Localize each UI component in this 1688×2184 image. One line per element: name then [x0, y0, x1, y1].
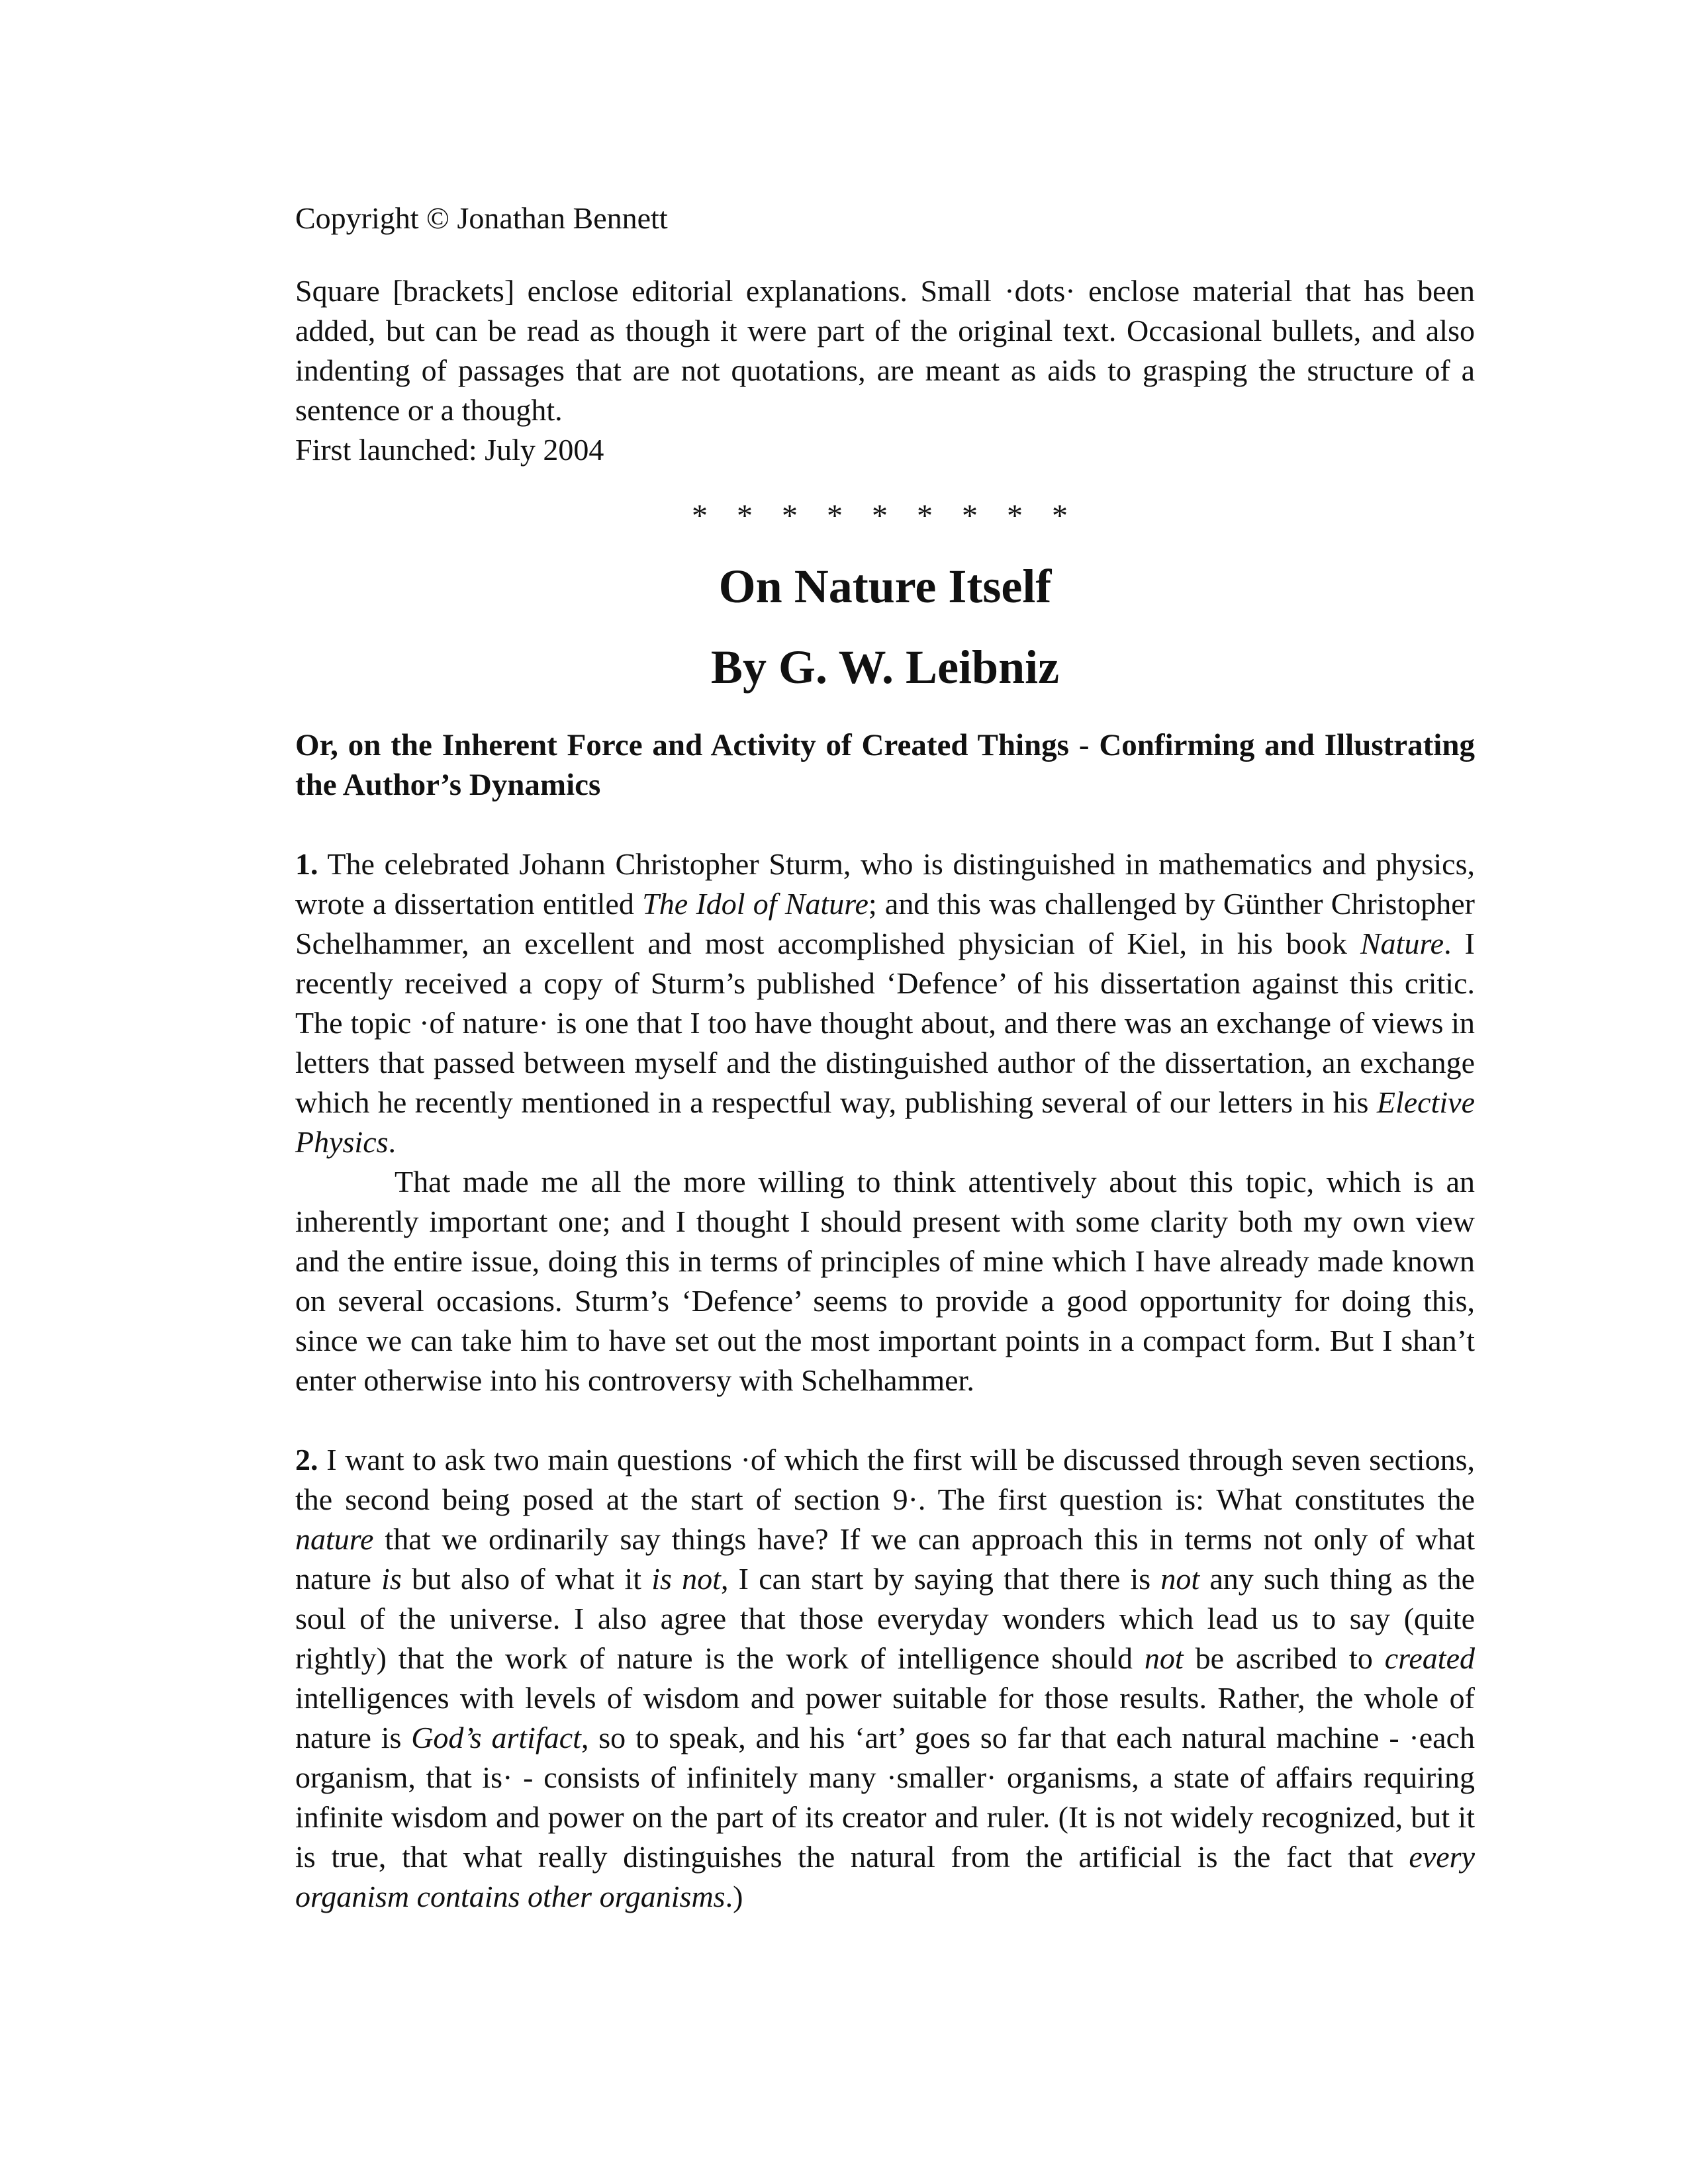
section-1-text-c: . I recently received a copy of Sturm’s published ‘Defence’ of his dissertation against this critic. The topic ·of nature· is one that I too have thought about, and there was an exchange of views in letters that passed between myself and the distinguished author of the dissertation, an exchange which he recently mentioned in a respectful way, publishing several of our letters in his — [295, 927, 1475, 1119]
first-launched-line: First launched: July 2004 — [295, 433, 604, 467]
section-2-number: 2. — [295, 1443, 318, 1477]
section-2-text-e: any such thing as the soul of the universe. I also agree that those everyday wonders which lead us to say (quite rightly) that the work of nature is the work of intelligence should — [295, 1562, 1476, 1675]
section-2-italic-gods-artifact: God’s artifact — [411, 1721, 581, 1754]
document-subtitle: Or, on the Inherent Force and Activity of Created Things - Confirming and Illustrating the Author’s Dynamics — [295, 728, 1475, 802]
section-2-italic-is-not: is not — [651, 1562, 721, 1596]
section-1-number: 1. — [295, 847, 318, 881]
section-2-text-c: but also of what it — [401, 1562, 652, 1596]
section-2-italic-created: created — [1384, 1641, 1475, 1675]
editorial-note: Square [brackets] enclose editorial explanations. Small ·dots· enclose material that has been added, but can be read as though it were part of the original text. Occasional bullets, and also indenting of passages that are not quotations, are meant as aids to grasping the structure of a sentence or a thought. — [295, 274, 1475, 427]
document-author: By G. W. Leibniz — [710, 641, 1060, 694]
section-2-text-f: be ascribed to — [1183, 1641, 1385, 1675]
section-1-text-a: The celebrated Johann Christopher Sturm, who is distinguished in mathematics and physics, wrote a dissertation entitled — [295, 847, 1475, 921]
section-2-text-d: , I can start by saying that there is — [720, 1562, 1161, 1596]
section-2-italic-not-2: not — [1144, 1641, 1184, 1675]
copyright-line: Copyright © Jonathan Bennett — [295, 201, 668, 235]
section-separator: * * * * * * * * * — [692, 498, 1078, 533]
section-1-paragraph-2: That made me all the more willing to think attentively about this topic, which is an inherently important one; and I thought I should present with some clarity both my own view and the entire issue, doing this in terms of principles of mine which I have already made known on several occasions. Sturm’s ‘Defence’ seems to provide a good opportunity for doing this, since we can take him to have set out the most important points in a compact form. But I shan’t enter otherwise into his controversy with Schelhammer. — [295, 1165, 1475, 1397]
section-2-italic-is: is — [381, 1562, 402, 1596]
section-2-text-b: that we ordinarily say things have? If we can approach this in terms not only of what nature — [295, 1522, 1475, 1596]
section-1-title-idol: The Idol of Nature — [642, 887, 868, 921]
section-2-italic-not-1: not — [1160, 1562, 1200, 1596]
section-2-text-g: intelligences with levels of wisdom and power suitable for those results. Rather, the whole of nature is — [295, 1681, 1475, 1754]
section-2-text-h: , so to speak, and his ‘art’ goes so far that each natural machine - ·each organism, that is· - consists of infinitely many ·smaller· organisms, a state of affairs requiring infinite wisdom and power on the part of its creator and ruler. (It is not widely recognized, but it is true, that what really distinguishes the natural from the artificial is the fact that — [295, 1721, 1475, 1874]
section-1-title-elective-physics: Elective Physics — [295, 1085, 1475, 1159]
section-2-italic-nature: nature — [295, 1522, 374, 1556]
section-1-title-nature: Nature — [1360, 927, 1444, 960]
section-2-text-a: I want to ask two main questions ·of which the first will be discussed through seven sections, the second being posed at the start of section 9·. The first question is: What constitutes the — [295, 1443, 1475, 1516]
document-page — [295, 199, 1475, 1917]
document-title: On Nature Itself — [718, 560, 1052, 613]
section-2-text-j: .) — [725, 1880, 743, 1913]
section-2-paragraph — [295, 1440, 1475, 1917]
section-1-paragraph-1 — [295, 844, 1475, 1162]
section-2-italic-every-organism: every organism contains other organisms — [295, 1840, 1475, 1913]
section-1-text-b: ; and this was challenged by Günther Christopher Schelhammer, an excellent and most accomplished physician of Kiel, in his book — [295, 887, 1475, 960]
section-1-text-d: . — [388, 1125, 397, 1159]
